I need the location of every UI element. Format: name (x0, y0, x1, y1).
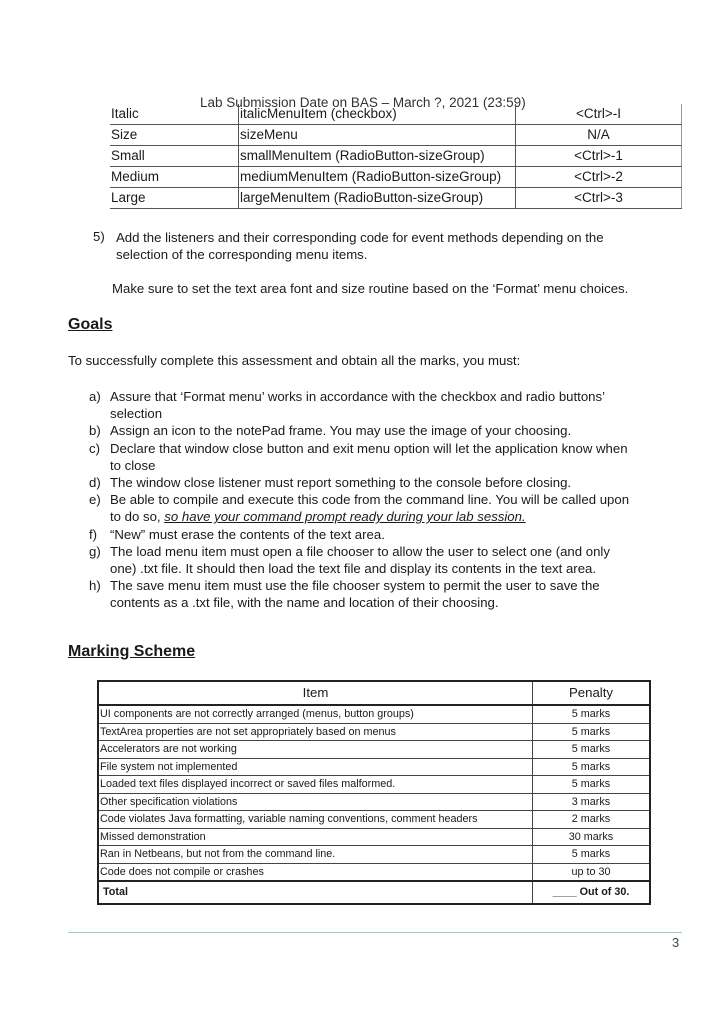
marking-item: TextArea properties are not set appropriately based on menus (98, 723, 533, 741)
marking-item: Code does not compile or crashes (98, 863, 533, 881)
list-line: The save menu item must use the file chooser system to permit the user to save the (110, 578, 600, 594)
table-row (98, 811, 650, 829)
marking-item: Accelerators are not working (98, 741, 533, 759)
menu-variable-name: mediumMenuItem (RadioButton-sizeGroup) (239, 167, 516, 188)
table-row (98, 863, 650, 881)
table-row (110, 188, 682, 209)
menu-accelerator: <Ctrl>-1 (516, 146, 682, 167)
list-label: h) (89, 578, 101, 594)
make-sure-paragraph: Make sure to set the text area font and size routine based on the ‘Format’ menu choices. (112, 281, 629, 296)
menu-accelerator: N/A (516, 125, 682, 146)
menu-accelerator: <Ctrl>-I (516, 104, 682, 125)
menu-variable-name: sizeMenu (239, 125, 516, 146)
marking-scheme-heading: Marking Scheme (68, 643, 196, 660)
list-label: a) (89, 389, 101, 404)
step-5-line: selection of the corresponding menu items. (116, 247, 368, 262)
cut-header-line: Lab Submission Date on BAS – March ?, 2021 (23:59) (200, 95, 526, 110)
marking-item: Code violates Java formatting, variable naming conventions, comment headers (98, 811, 533, 829)
list-line: The window close listener must report something to the console before closing. (110, 475, 572, 491)
menu-item-name: Small (110, 146, 239, 167)
goals-intro: To successfully complete this assessment and obtain all the marks, you must: (68, 353, 521, 368)
total-label: Total (98, 881, 533, 904)
list-line: to close (110, 457, 156, 473)
list-line: The load menu item must open a file chooser to allow the user to select one (and only (110, 543, 610, 559)
marking-item: Ran in Netbeans, but not from the command line. (98, 846, 533, 864)
table-row (110, 104, 682, 125)
step-number: 5) (93, 229, 105, 244)
step-5-text (116, 229, 604, 263)
menu-item-name: Large (110, 188, 239, 209)
format-menu-table (110, 104, 682, 209)
table-row (110, 167, 682, 188)
table-header-row (98, 681, 650, 705)
marking-penalty: 5 marks (533, 741, 651, 759)
marking-penalty: 2 marks (533, 811, 651, 829)
emphasized-note: so have your command prompt ready during your lab session. (164, 509, 526, 525)
total-value: ____ Out of 30. (533, 881, 651, 904)
marking-item: File system not implemented (98, 758, 533, 776)
page-number: 3 (672, 935, 680, 950)
table-row (98, 723, 650, 741)
list-line: Be able to compile and execute this code from the command line. You will be called upon (110, 492, 630, 508)
list-line: Assign an icon to the notePad frame. You may use the image of your choosing. (110, 423, 572, 439)
goals-list (89, 388, 689, 612)
table-row (98, 705, 650, 723)
table-row (98, 828, 650, 846)
table-row (98, 758, 650, 776)
list-item (89, 577, 689, 611)
footer-divider (68, 932, 682, 933)
list-label: f) (89, 526, 98, 542)
marking-penalty: 5 marks (533, 705, 651, 723)
marking-penalty: 5 marks (533, 758, 651, 776)
table-row (98, 741, 650, 759)
marking-item: UI components are not correctly arranged (menus, button groups) (98, 705, 533, 723)
list-item (89, 388, 689, 422)
list-line: “New” must erase the contents of the text area. (110, 526, 385, 542)
list-label: d) (89, 475, 101, 491)
cut-off-header-text (200, 86, 560, 110)
menu-accelerator: <Ctrl>-3 (516, 188, 682, 209)
table-row (98, 793, 650, 811)
list-line: contents as a .txt file, with the name and location of their choosing. (110, 595, 499, 611)
menu-variable-name: largeMenuItem (RadioButton-sizeGroup) (239, 188, 516, 209)
table-row (110, 125, 682, 146)
marking-penalty: 3 marks (533, 793, 651, 811)
list-line-prefix: to do so, (110, 509, 165, 525)
table-row (98, 776, 650, 794)
goals-heading: Goals (68, 316, 113, 333)
marking-penalty: 5 marks (533, 846, 651, 864)
menu-item-name: Italic (110, 104, 239, 125)
list-line: Declare that window close button and exit menu option will let the application know when (110, 440, 628, 456)
marking-item: Loaded text files displayed incorrect or saved files malformed. (98, 776, 533, 794)
list-label: b) (89, 423, 101, 439)
list-line: one) .txt file. It should then load the text file and display its contents in the text area. (110, 561, 597, 577)
list-label: g) (89, 543, 101, 559)
list-item (89, 474, 689, 491)
marking-item: Missed demonstration (98, 828, 533, 846)
table-row (110, 146, 682, 167)
marking-penalty: 5 marks (533, 723, 651, 741)
menu-variable-name: italicMenuItem (checkbox) (239, 104, 516, 125)
list-label: e) (89, 492, 101, 508)
marking-penalty: up to 30 (533, 863, 651, 881)
list-item (89, 422, 689, 439)
list-line: Assure that ‘Format menu’ works in accordance with the checkbox and radio buttons’ (110, 389, 606, 404)
table-total-row (98, 881, 650, 904)
menu-variable-name: smallMenuItem (RadioButton-sizeGroup) (239, 146, 516, 167)
menu-item-name: Size (110, 125, 239, 146)
list-line: selection (110, 406, 163, 422)
marking-penalty: 30 marks (533, 828, 651, 846)
list-line (110, 508, 689, 525)
table-row (98, 846, 650, 864)
list-item (89, 440, 689, 474)
list-label: c) (89, 440, 100, 456)
list-item (89, 491, 689, 525)
list-item (89, 526, 689, 543)
menu-accelerator: <Ctrl>-2 (516, 167, 682, 188)
step-5-line: Add the listeners and their corresponding code for event methods depending on the (116, 230, 604, 245)
column-header-item: Item (98, 681, 533, 705)
menu-item-name: Medium (110, 167, 239, 188)
marking-item: Other specification violations (98, 793, 533, 811)
marking-scheme-table (97, 680, 651, 905)
list-item (89, 543, 689, 577)
marking-penalty: 5 marks (533, 776, 651, 794)
column-header-penalty: Penalty (533, 681, 651, 705)
